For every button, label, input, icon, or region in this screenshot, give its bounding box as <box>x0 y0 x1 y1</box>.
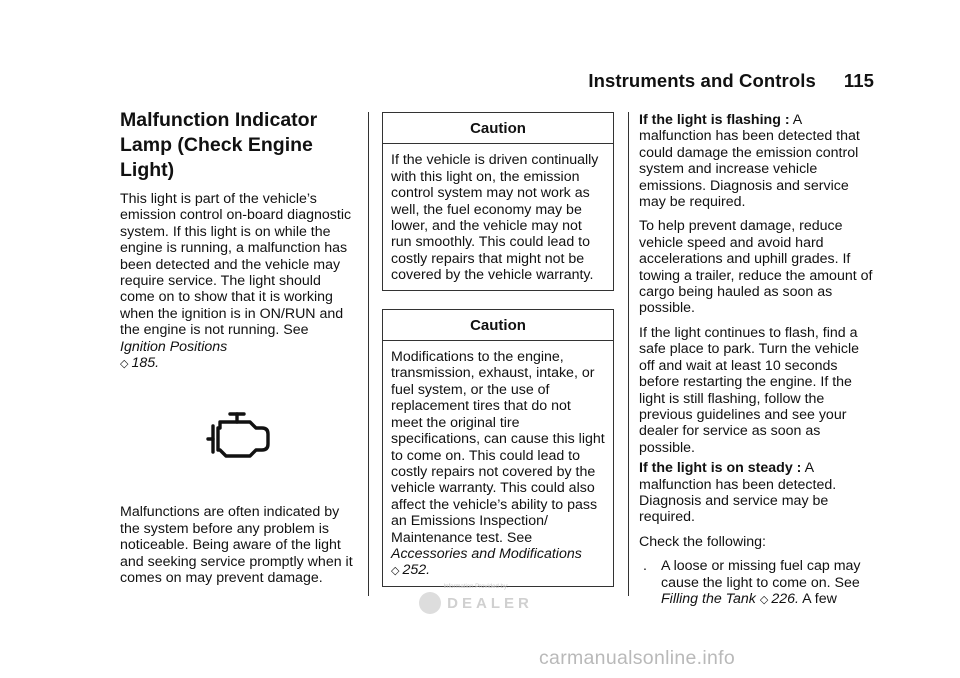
ignition-positions-page[interactable]: 185. <box>131 355 160 372</box>
page-number: 115 <box>843 70 874 91</box>
continue-paragraph: If the light continues to flash, find a safe place to park. Turn the vehicle off and wait at least 10 seconds before restarting the engine. If the light is still flashing, follow the previous guidelines and see your dealer for service as soon as possible. <box>639 324 860 456</box>
dealer-logo <box>406 592 546 614</box>
filling-tank-link[interactable]: Filling the Tank <box>661 590 756 607</box>
flashing-paragraph <box>639 112 875 210</box>
page-ref-icon: ◇ <box>759 593 769 606</box>
section-title: Instruments and Controls <box>588 70 816 91</box>
site-watermark: carmanualsonline.info <box>539 647 735 669</box>
dealer-watermark <box>406 584 546 614</box>
malfunctions-paragraph: Malfunctions are often indicated by the system before any problem is noticeable. Being aware of the light and seeking service promptly when it comes on may prevent damage. <box>120 504 353 587</box>
section-heading: Malfunction Indicator Lamp (Check Engine Light) <box>120 109 318 181</box>
caution-body-1: If the vehicle is driven continually with this light on, the emission control system may not work as well, the fuel economy may be lower, and the vehicle may not run smoothly. This could lead to costly repairs that might not be covered by the vehicle warranty. <box>391 152 599 284</box>
caution-body-2 <box>383 341 613 586</box>
filling-tank-page[interactable]: 226. <box>771 590 799 607</box>
dealer-logo-icon <box>419 592 441 614</box>
steady-text: A malfunction has been detected. Diagnosis and service may be required. <box>639 460 837 526</box>
column-divider-2 <box>628 112 629 596</box>
column-right <box>639 112 875 608</box>
fuel-cap-text: A loose or missing fuel cap may cause the light to come on. See <box>661 558 861 591</box>
page-ref-icon: ◇ <box>391 565 400 578</box>
intro-text: This light is part of the vehicle’s emission control on-board diagnostic system. If this light is on while the engine is running, a malfunction has been detected and the vehicle may require service. The light should come on to show that it is working when the ignition is in ON/RUN and the engine is not running. See <box>120 191 352 339</box>
intro-paragraph <box>120 191 358 372</box>
flashing-text: A malfunction has been detected that could damage the emission control system and increase vehicle emissions. Diagnosis and service may be required. <box>639 112 860 211</box>
page-header <box>588 70 874 92</box>
bullet-mark: . <box>643 558 647 575</box>
check-following: Check the following: <box>639 533 766 550</box>
steady-paragraph <box>639 460 875 526</box>
ignition-positions-link[interactable]: Ignition Positions <box>120 338 228 355</box>
accessories-link[interactable]: Accessories and Modifications <box>391 545 582 562</box>
a-few-text: A few <box>802 590 837 607</box>
steady-label: If the light is on steady : <box>639 460 802 477</box>
caution-box-2 <box>382 309 614 587</box>
caution-title-1: Caution <box>383 113 613 144</box>
column-middle <box>382 112 614 605</box>
caution-text-2: Modifications to the engine, transmission, exhaust, intake, or fuel system, or the use of replacement tires that do not meet the original tire specifications, can cause this light to come on. This could lead to costly repairs not covered by the vehicle warranty. This could also affect the vehicle’s ability to pass an Emissions Inspection/ Maintenance test. See <box>391 349 605 546</box>
caution-title-2: Caution <box>383 310 613 341</box>
flashing-label: If the light is flashing : <box>639 112 790 128</box>
list-item <box>639 558 875 608</box>
caution-box-1 <box>382 112 614 291</box>
bullet-text <box>661 558 875 608</box>
watermark-caption: Information Provided by: <box>443 584 509 590</box>
page-ref-icon: ◇ <box>120 358 129 371</box>
accessories-page[interactable]: 252. <box>402 562 431 579</box>
column-divider-1 <box>368 112 369 596</box>
dealer-logo-text: DEALER <box>447 594 533 612</box>
check-engine-icon <box>120 410 358 464</box>
prevent-paragraph: To help prevent damage, reduce vehicle speed and avoid hard accelerations and uphill grades. If towing a trailer, reduce the amount of cargo being hauled as soon as possible. <box>639 218 873 317</box>
column-left <box>120 108 358 595</box>
